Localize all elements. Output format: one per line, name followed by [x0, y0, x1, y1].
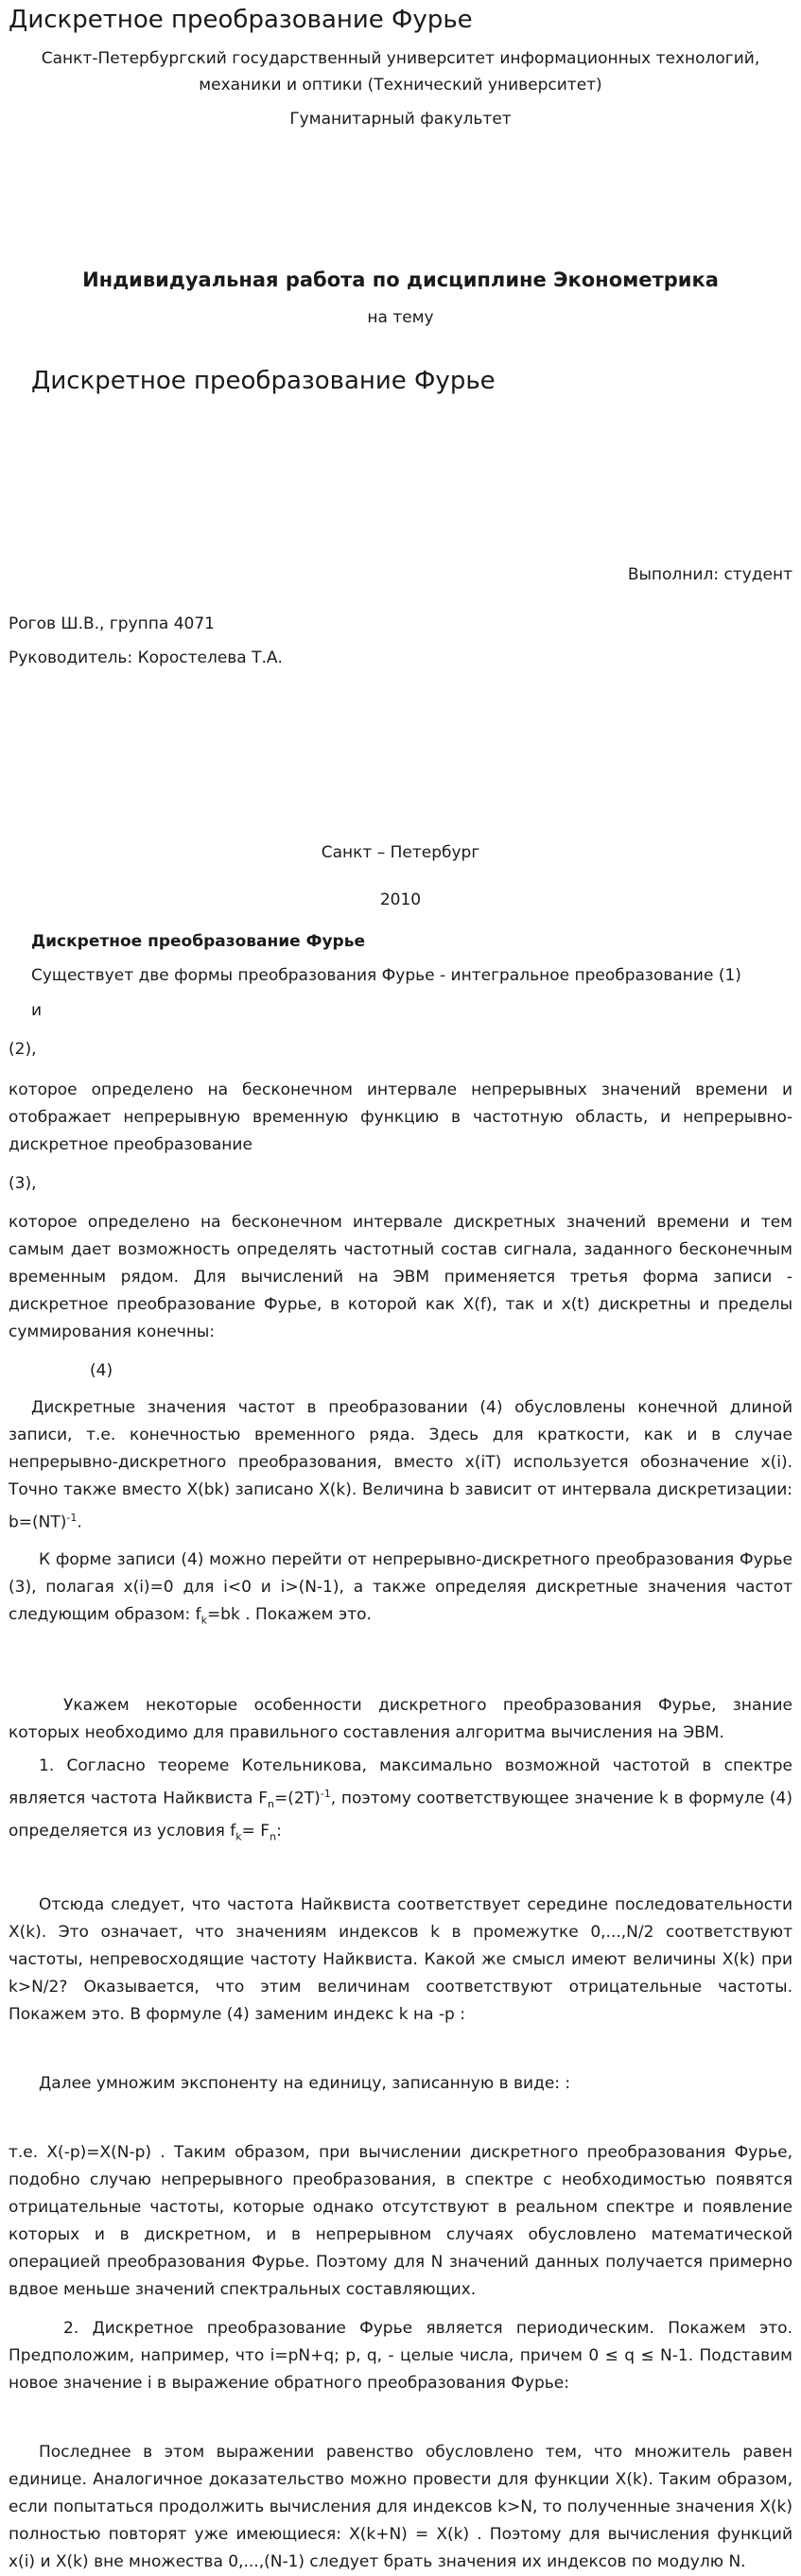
formula-label-3: (3),: [9, 1174, 37, 1193]
paragraph-conclusion-2: Последнее в этом выражении равенство обусловлено тем, что множитель равен единице. Аналогичное доказательство можно провести для функции X(k). Таким образом, если попытаться продолжить вычисления для индексов k>N, то полученные значения X(k) полностью повторят уже имеющиеся: X(k+N) = X(k) . Поэтому для вычисления функций x(i) и X(k) вне множества 0,...,(N-1) следует брать значения их индексов по модулю N.: [9, 2443, 792, 2572]
p5-subscript: k: [200, 1614, 207, 1627]
p7-sub-3: n: [270, 1830, 277, 1843]
formula-label-2: (2),: [9, 1040, 37, 1059]
p7-sub-1: n: [268, 1798, 274, 1811]
supervisor-name: Руководитель: Коростелева Т.А.: [9, 648, 283, 667]
conjunction-and: и: [31, 1001, 43, 1020]
year-label: 2010: [379, 890, 422, 909]
paragraph-periodicity: 2. Дискретное преобразование Фурье является периодическим. Покажем это. Предположим, например, что i=pN+q; p, q, - целые числа, причем 0 ≤ q ≤ N-1. Подставим новое значение i в выражение обратного преобразования Фурье:: [9, 2319, 792, 2394]
paragraph-exponent: Далее умножим экспоненту на единицу, записанную в виде: :: [39, 2074, 571, 2094]
p7-sub-2: k: [235, 1830, 242, 1843]
on-topic-label: на тему: [367, 308, 434, 327]
paragraph-nyquist: [9, 1753, 792, 1850]
work-title: Индивидуальная работа по дисциплине Эконометрика: [82, 268, 719, 291]
paragraph-discrete-frequencies: [9, 1394, 792, 1537]
paragraph-continuous: которое определено на бесконечном интервале непрерывных значений времени и отображает непрерывную временную функцию в частотную область, и непрерывно-дискретное преобразование: [9, 1081, 792, 1154]
formula-label-4: (4): [90, 1361, 113, 1380]
p7-part-a: 1. Согласно теореме Котельникова, максимально возможной частотой в спектре является частота Найквиста F: [9, 1756, 792, 1808]
p5-end: =bk . Покажем это.: [206, 1604, 372, 1624]
p4-superscript: -1: [66, 1512, 78, 1524]
paragraph-conclusion-1: т.е. X(-p)=X(N-p) . Таким образом, при вычислении дискретного преобразования Фурье, подобно случаю непрерывного преобразования, в спектре с необходимостью появятся отрицательные частоты, которые однако отсутствуют в реальном спектре и появление которых и в дискретном, и в непрерывном случаях обусловлено математической операцией преобразования Фурье. Поэтому для N значений данных получается примерно вдвое меньше значений спектральных составляющих.: [9, 2143, 792, 2300]
topic-title: Дискретное преобразование Фурье: [31, 367, 496, 395]
paragraph-two-forms: Существует две формы преобразования Фурье - интегральное преобразование (1): [31, 966, 741, 985]
p5-text: К форме записи (4) можно перейти от непрерывно-дискретного преобразования Фурье (3), полагая x(i)=0 для i<0 и i>(N-1), а также определяя дискретные значения частот следующим образом: f: [9, 1549, 792, 1624]
faculty-name: Гуманитарный факультет: [289, 110, 512, 129]
student-name: Рогов Ш.В., группа 4071: [9, 614, 215, 633]
p7-part-d: = F: [241, 1822, 270, 1841]
city-name: Санкт – Петербург: [321, 843, 480, 862]
p4-end: .: [77, 1513, 82, 1532]
p7-part-c: , поэтому соответствующее значение k в формуле (4) определяется из условия f: [9, 1789, 792, 1841]
document-header-title: Дискретное преобразование Фурье: [9, 6, 473, 34]
paragraph-negative-frequencies: Отсюда следует, что частота Найквиста соответствует середине последовательности X(k). Это означает, что значениям индексов k в промежутке 0,...,N/2 соответствуют частоты, непревосходящие частоту Найквиста. Какой же смысл имеют величины X(k) при k>N/2? Оказывается, что этим величинам соответствуют отрицательные частоты. Покажем это. В формуле (4) заменим индекс k на -p :: [9, 1895, 792, 2025]
p4-text: Дискретные значения частот в преобразовании (4) обусловлены конечной длиной записи, т.е. конечностью временного ряда. Здесь для краткости, как и в случае непрерывно-дискретного преобразования, вместо x(iT) используется обозначение x(i). Точно также вместо X(bk) записано X(k). Величина b зависит от интервала дискретизации: b=(NT): [9, 1398, 792, 1532]
p7-superscript: -1: [320, 1788, 331, 1801]
paragraph-transition: [9, 1547, 792, 1634]
p7-part-e: :: [276, 1822, 282, 1841]
section-title: Дискретное преобразование Фурье: [31, 932, 366, 951]
performed-by-label: Выполнил: студент: [627, 565, 792, 584]
p7-part-b: =(2T): [274, 1789, 321, 1808]
paragraph-discrete-form: которое определено на бесконечном интервале дискретных значений времени и тем самым дает возможность определять частотный состав сигнала, заданного бесконечным временным рядом. Для вычислений на ЭВМ применяется третья форма записи - дискретное преобразование Фурье, в которой как X(f), так и x(t) дискретны и пределы суммирования конечны:: [9, 1213, 792, 1341]
university-name: Санкт-Петербургский государственный университет информационных технологий, механики и оптики (Технический университет): [41, 49, 760, 95]
document-page: [0, 6, 801, 2576]
paragraph-features: Укажем некоторые особенности дискретного преобразования Фурье, знание которых необходимо для правильного составления алгоритма вычисления на ЭВМ.: [9, 1696, 792, 1743]
